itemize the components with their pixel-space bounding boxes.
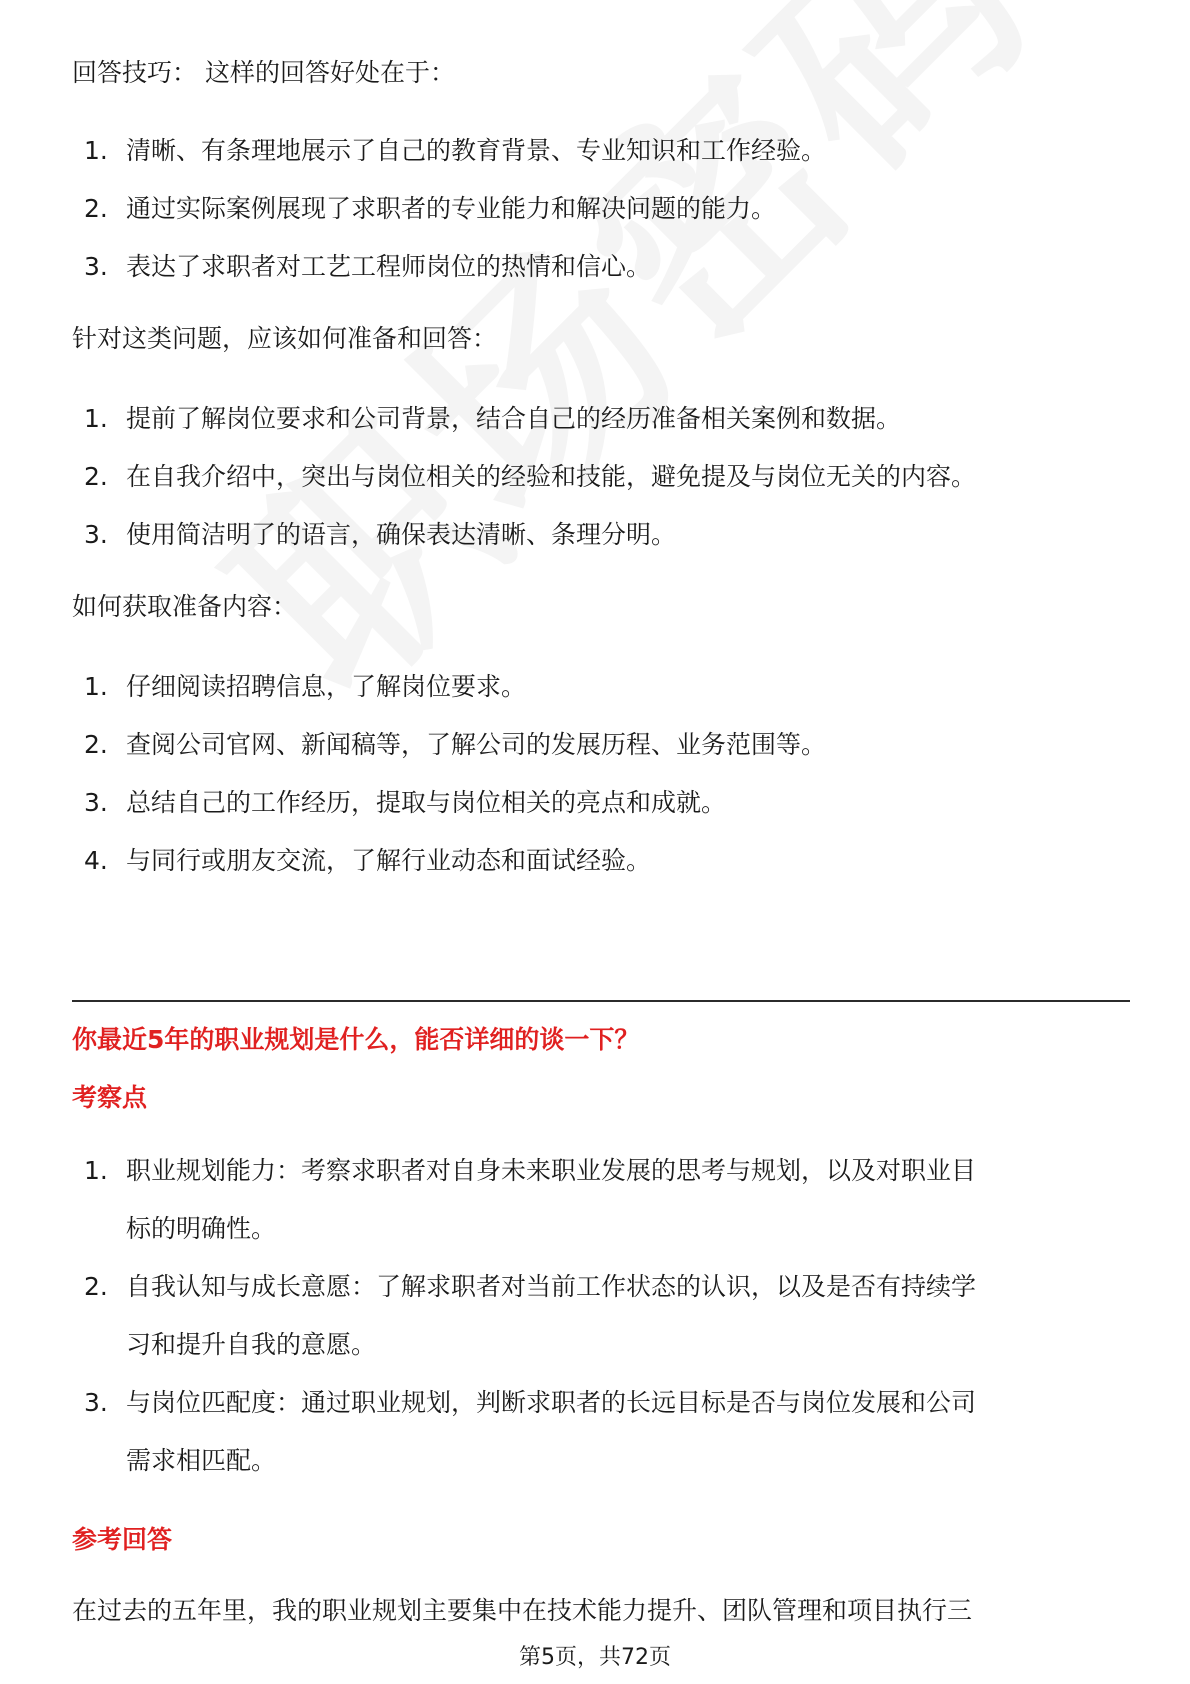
list-item: 3. 使用简洁明了的语言，确保表达清晰、条理分明。 (84, 520, 677, 549)
answer-heading: 参考回答 (72, 1525, 173, 1554)
list-item: 2. 查阅公司官网、新闻稿等，了解公司的发展历程、业务范围等。 (84, 730, 827, 759)
answer-text: 在过去的五年里，我的职业规划主要集中在技术能力提升、团队管理和项目执行三 (72, 1596, 973, 1625)
list-item: 1. 提前了解岗位要求和公司背景，结合自己的经历准备相关案例和数据。 (84, 404, 902, 433)
answer-tips-list (84, 122, 1124, 296)
answer-tips-intro: 回答技巧： 这样的回答好处在于： (72, 58, 455, 87)
list-item: 3. 与岗位匹配度：通过职业规划，判断求职者的长远目标是否与岗位发展和公司 需求相匹配。 (84, 1388, 977, 1475)
list-item: 4. 与同行或朋友交流，了解行业动态和面试经验。 (84, 846, 652, 875)
preparation-intro: 针对这类问题，应该如何准备和回答： (72, 324, 498, 353)
focus-list (84, 1142, 1124, 1490)
question-title: 你最近5年的职业规划是什么，能否详细的谈一下？ (72, 1025, 640, 1054)
sources-list (84, 658, 1124, 890)
list-item: 2. 自我认知与成长意愿：了解求职者对当前工作状态的认识，以及是否有持续学 习和提升自我的意愿。 (84, 1272, 977, 1359)
watermark (200, 0, 1190, 730)
section-divider (72, 1000, 1130, 1002)
list-item: 3. 表达了求职者对工艺工程师岗位的热情和信心。 (84, 252, 652, 281)
list-item: 1. 职业规划能力：考察求职者对自身未来职业发展的思考与规划，以及对职业目 标的明确性。 (84, 1156, 977, 1243)
list-item: 2. 在自我介绍中，突出与岗位相关的经验和技能，避免提及与岗位无关的内容。 (84, 462, 977, 491)
list-item: 2. 通过实际案例展现了求职者的专业能力和解决问题的能力。 (84, 194, 777, 223)
focus-heading: 考察点 (72, 1083, 148, 1112)
list-item: 1. 清晰、有条理地展示了自己的教育背景、专业知识和工作经验。 (84, 136, 827, 165)
list-item: 1. 仔细阅读招聘信息，了解岗位要求。 (84, 672, 527, 701)
sources-intro: 如何获取准备内容： (72, 592, 298, 621)
page-number: 第5页，共72页 (519, 1645, 671, 1670)
list-item: 3. 总结自己的工作经历，提取与岗位相关的亮点和成就。 (84, 788, 727, 817)
preparation-list (84, 390, 1124, 564)
